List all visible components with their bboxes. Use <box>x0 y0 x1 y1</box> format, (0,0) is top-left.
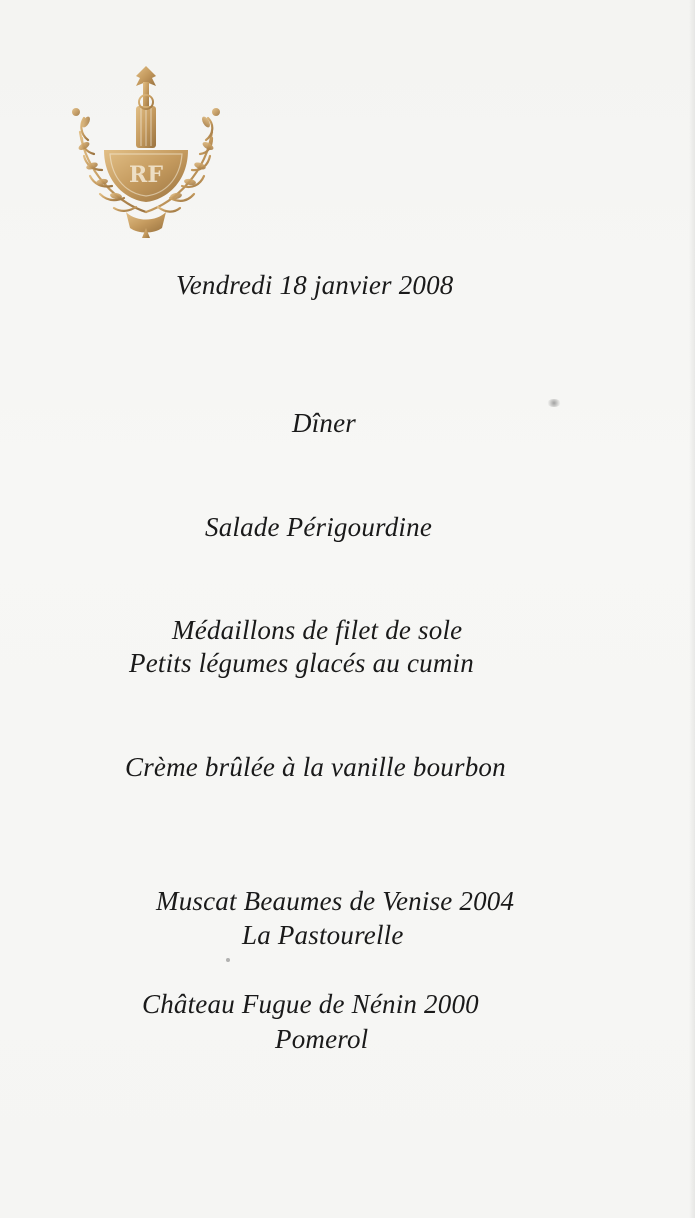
meal-title: Dîner <box>292 408 356 438</box>
card-edge-shadow <box>689 0 695 1218</box>
emblem-monogram: RF <box>129 162 163 188</box>
paper-dot <box>226 958 230 962</box>
dessert-course: Crème brûlée à la vanille bourbon <box>125 752 506 782</box>
main-course-line-2: Petits légumes glacés au cumin <box>129 648 474 678</box>
main-course-line-1: Médaillons de filet de sole <box>172 615 463 645</box>
starter-course: Salade Périgourdine <box>205 512 433 542</box>
menu-date: Vendredi 18 janvier 2008 <box>176 270 454 300</box>
paper-speck <box>547 399 561 407</box>
wine-1-domain: La Pastourelle <box>242 920 404 950</box>
wine-1-name: Muscat Beaumes de Venise 2004 <box>156 886 515 916</box>
wine-2-name: Château Fugue de Nénin 2000 <box>142 989 479 1019</box>
republic-emblem-icon <box>66 62 226 240</box>
wine-2-appellation: Pomerol <box>275 1024 369 1054</box>
